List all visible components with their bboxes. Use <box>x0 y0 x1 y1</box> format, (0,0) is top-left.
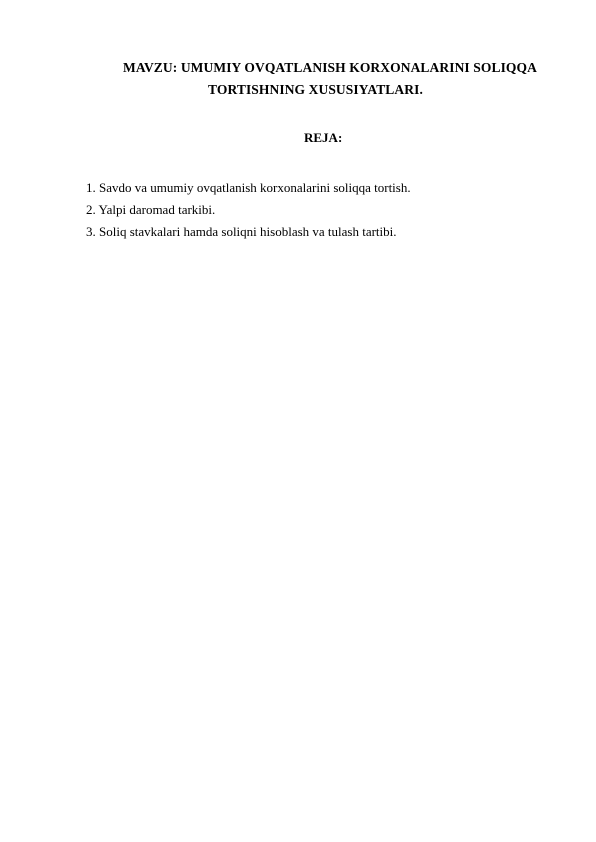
plan-heading: REJA: <box>304 130 343 145</box>
document-title-line-1: MAVZU: UMUMIY OVQATLANISH KORXONALARINI SOLIQQA <box>123 60 537 75</box>
plan-item: 3. Soliq stavkalari hamda soliqni hisoblash va tulash tartibi. <box>86 224 397 239</box>
plan-item: 1. Savdo va umumiy ovqatlanish korxonalarini soliqqa tortish. <box>86 180 411 195</box>
plan-item: 2. Yalpi daromad tarkibi. <box>86 202 216 217</box>
document-title-line-2: TORTISHNING XUSUSIYATLARI. <box>208 82 423 97</box>
plan-list <box>86 180 411 246</box>
